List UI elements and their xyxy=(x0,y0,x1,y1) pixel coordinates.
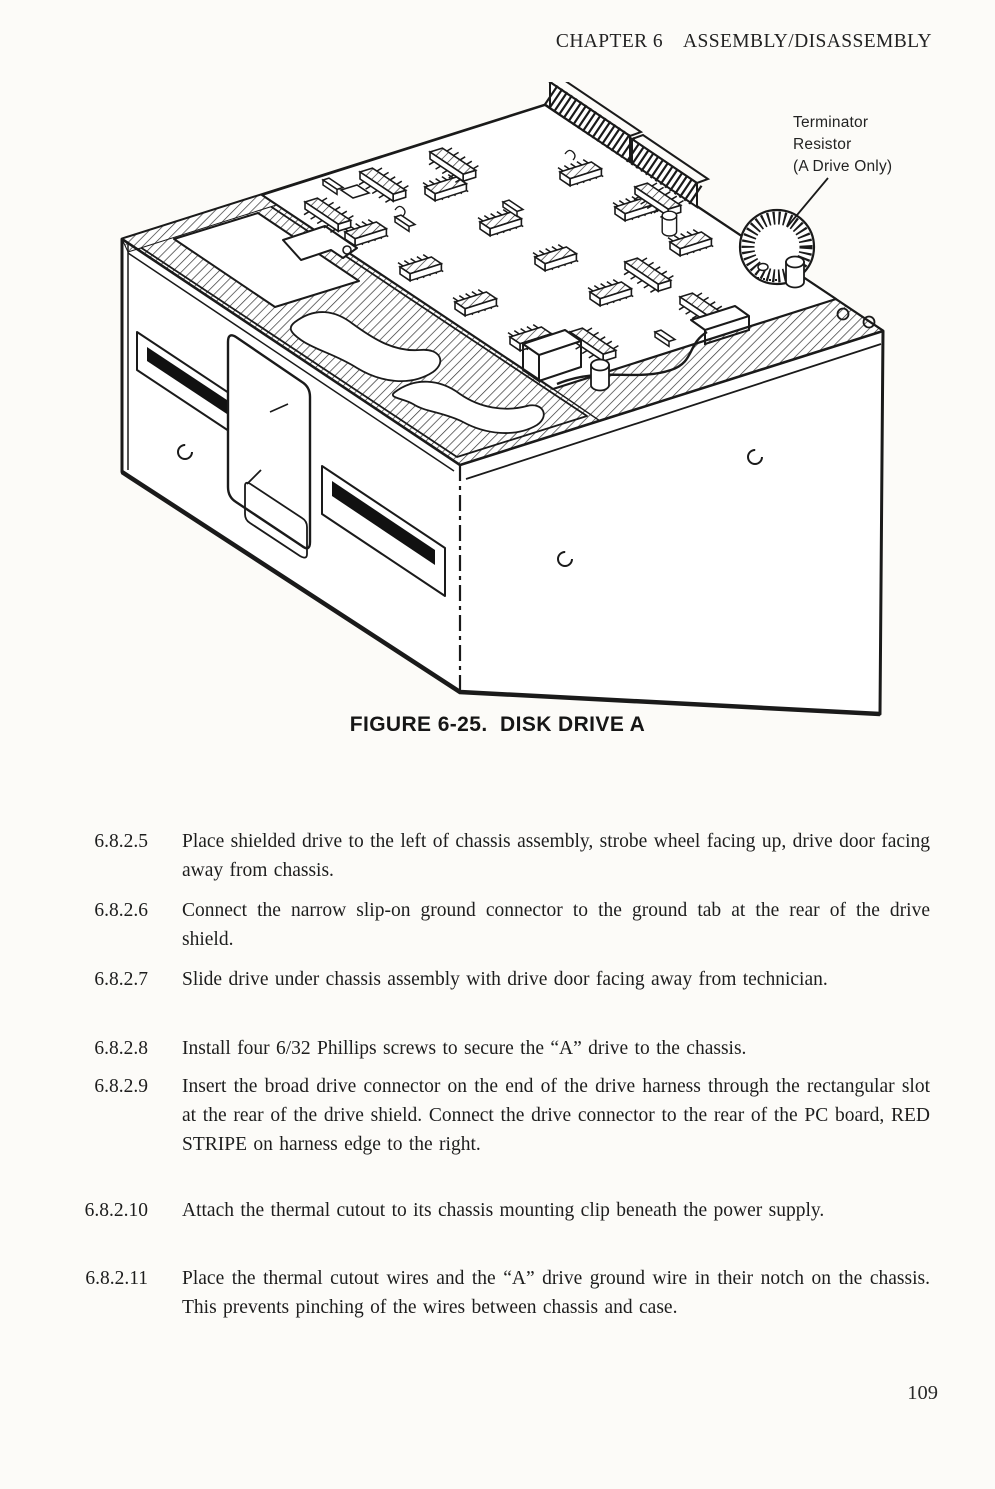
step-number: 6.8.2.10 xyxy=(84,1200,148,1221)
step-text: Connect the narrow slip-on ground connector to the ground tab at the rear of the drive shield. xyxy=(182,900,930,950)
step-text: Install four 6/32 Phillips screws to secure the “A” drive to the chassis. xyxy=(182,1038,747,1059)
step-number: 6.8.2.6 xyxy=(94,900,148,921)
step-text: Slide drive under chassis assembly with drive door facing away from technician. xyxy=(182,969,828,990)
step-number: 6.8.2.9 xyxy=(94,1076,148,1097)
chapter-header: CHAPTER 6 ASSEMBLY/DISASSEMBLY xyxy=(555,31,932,52)
page-number: 109 xyxy=(907,1382,938,1404)
step-number: 6.8.2.11 xyxy=(85,1268,148,1289)
terminator-resistor-callout xyxy=(793,112,983,178)
step-number: 6.8.2.5 xyxy=(94,831,148,852)
step-text: Place shielded drive to the left of chassis assembly, strobe wheel facing up, drive door facing away from chassis. xyxy=(182,831,930,881)
step-text: Insert the broad drive connector on the end of the drive harness through the rectangular slot at the rear of the drive shield. Connect the drive connector to the rear of the PC board, RED STRIPE on harness edge to the right. xyxy=(182,1076,930,1155)
callout-leader-line xyxy=(787,178,828,227)
step-number: 6.8.2.8 xyxy=(94,1038,148,1059)
step-number: 6.8.2.7 xyxy=(94,969,148,990)
step-text: Attach the thermal cutout to its chassis mounting clip beneath the power supply. xyxy=(182,1200,825,1221)
figure-caption: FIGURE 6-25. DISK DRIVE A xyxy=(349,713,646,736)
callout-line: Resistor xyxy=(793,136,852,153)
step-text: Place the thermal cutout wires and the “A” drive ground wire in their notch on the chassis. This prevents pinching of the wires between chassis and case. xyxy=(182,1268,930,1318)
callout-line: Terminator xyxy=(793,114,869,131)
callout-line: (A Drive Only) xyxy=(793,158,893,175)
